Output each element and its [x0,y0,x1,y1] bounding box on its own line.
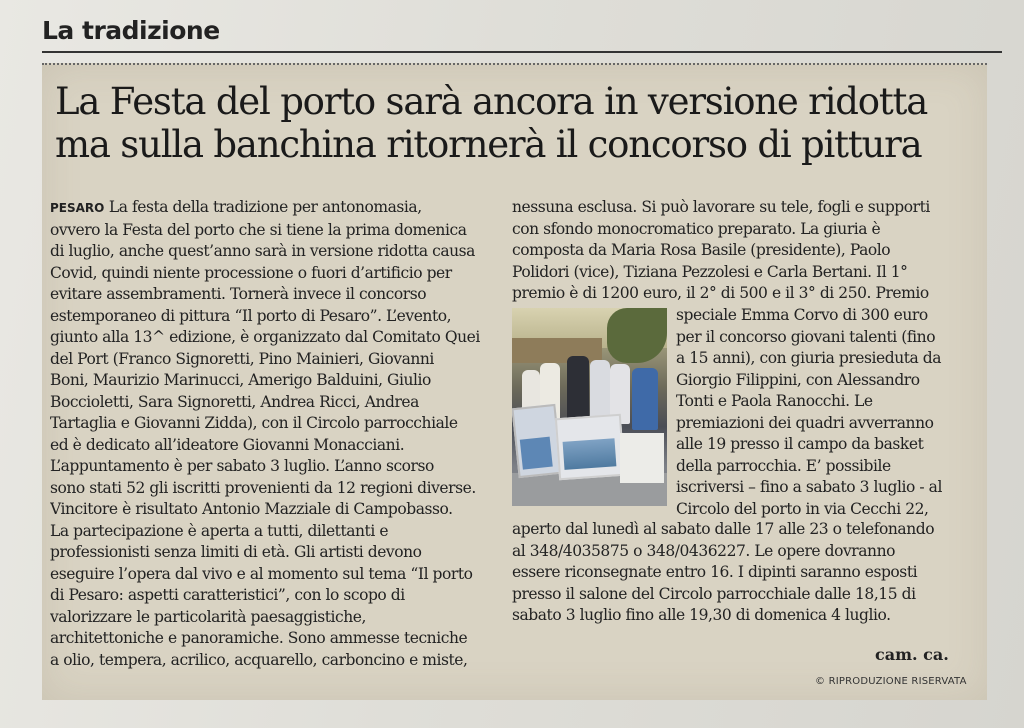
article-line: presso il salone del Circolo parrocchiale dalle 18,15 di [512,584,916,603]
article-line: Boccioletti, Sara Signoretti, Andrea Ricci, Andrea [50,392,419,411]
photo-painting [512,404,563,478]
article-column-right-top [512,197,972,305]
article-line: sono stati 52 gli iscritti provenienti da 12 regioni diverse. [50,478,476,497]
article-line: architettoniche e panoramiche. Sono ammesse tecniche [50,629,468,647]
article-line: premiazioni dei quadri avverranno [676,413,934,432]
article-line: Giorgio Filippini, con Alessandro [676,370,920,389]
article-line: di luglio, anche quest’anno sarà in versione ridotta causa [50,242,475,260]
article-line: Tartaglia e Giovanni Ziddа), con il Circolo parrocchiale [50,414,458,432]
article-line: Covid, quindi niente processione o fuori d’artificio per [50,263,452,282]
article-line: ovvero la Festa del porto che si tiene la prima domenica [50,220,467,239]
article-line: composta da Maria Rosa Basile (presidente), Paolo [512,241,891,259]
article-line: a olio, tempera, acrilico, acquarello, carboncino e miste, [50,650,468,669]
article-column-right-mid [676,305,976,520]
article-line: estemporaneo di pittura “Il porto di Pesaro”. L’evento, [50,306,452,325]
article-line: della parrocchia. E’ possibile [676,456,891,475]
article-line [50,197,495,220]
article-line: evitare assembramenti. Tornerà invece il concorso [50,285,427,303]
article-column-right-bottom [512,519,972,627]
article-line: Tonti e Paola Ranocchi. Le [676,392,873,410]
photo-tree [607,308,667,363]
article-line-text: La festa della tradizione per antonomasia, [108,198,422,216]
article-line: a 15 anni), con giuria presieduta da [676,349,942,367]
headline-line: ma sulla banchina ritornerà il concorso di pittura [55,123,922,166]
photo-easel [620,433,664,483]
article-line: speciale Emma Corvo di 300 euro [676,306,928,324]
article-line: di Pesaro: aspetti caratteristici”, con lo scopo di [50,586,405,604]
photo-person [632,368,658,430]
copyright-notice: © RIPRODUZIONE RISERVATA [815,676,967,687]
article-line: valorizzare le particolarità paesaggistiche, [50,607,366,626]
article-line: Circolo del porto in via Cecchi 22, [676,499,929,518]
photo-person [590,360,610,422]
article-line: iscriversi – fino a sabato 3 luglio - al [676,478,942,496]
article-line: Polidori (vice), Tiziana Pezzolesi e Carla Bertani. Il 1° [512,262,908,281]
article-column-left [50,197,495,671]
article-line: professionisti senza limiti di età. Gli artisti devono [50,543,422,561]
article-line: nessuna esclusa. Si può lavorare su tele, fogli e supporti [512,198,930,216]
article-line: aperto dal lunedì al sabato dalle 17 alle 23 o telefonando [512,520,935,538]
article-line: Boni, Maurizio Marinucci, Amerigo Balduini, Giulio [50,371,431,389]
section-label: La tradizione [42,16,220,45]
article-line: eseguire l’opera dal vivo e al momento sul tema “Il porto [50,564,473,583]
article-line: giunto alla 13^ edizione, è organizzato dal Comitato Quei [50,328,480,346]
article-line: La partecipazione è aperta a tutti, dilettanti e [50,521,389,540]
article-line: Vincitore è risultato Antonio Mazziale di Campobasso. [50,500,453,518]
article-line: essere riconsegnate entro 16. I dipinti saranno esposti [512,563,918,581]
article-line: L’appuntamento è per sabato 3 luglio. L’anno scorso [50,457,434,475]
article-line: con sfondo monocromatico preparato. La giuria è [512,219,881,238]
section-rule [42,51,1002,53]
article-line: sabato 3 luglio fino alle 19,30 di domenica 4 luglio. [512,606,891,624]
article-photo [512,308,667,506]
photo-painting [555,414,625,480]
author-signature: cam. ca. [875,645,949,664]
article-line: del Port (Franco Signoretti, Pino Mainieri, Giovanni [50,349,434,368]
article-line: premio è di 1200 euro, il 2° di 500 e il 3° di 250. Premio [512,284,929,302]
article-line: per il concorso giovani talenti (fino [676,327,936,346]
dateline: PESARO [50,201,105,215]
headline-line: La Festa del porto sarà ancora in versione ridotta [55,80,928,123]
article-line: al 348/4035875 o 348/0436227. Le opere dovranno [512,541,895,560]
headline [55,80,985,166]
article-line: alle 19 presso il campo da basket [676,435,924,453]
article-line: ed è dedicato all’ideatore Giovanni Monacciani. [50,435,405,454]
